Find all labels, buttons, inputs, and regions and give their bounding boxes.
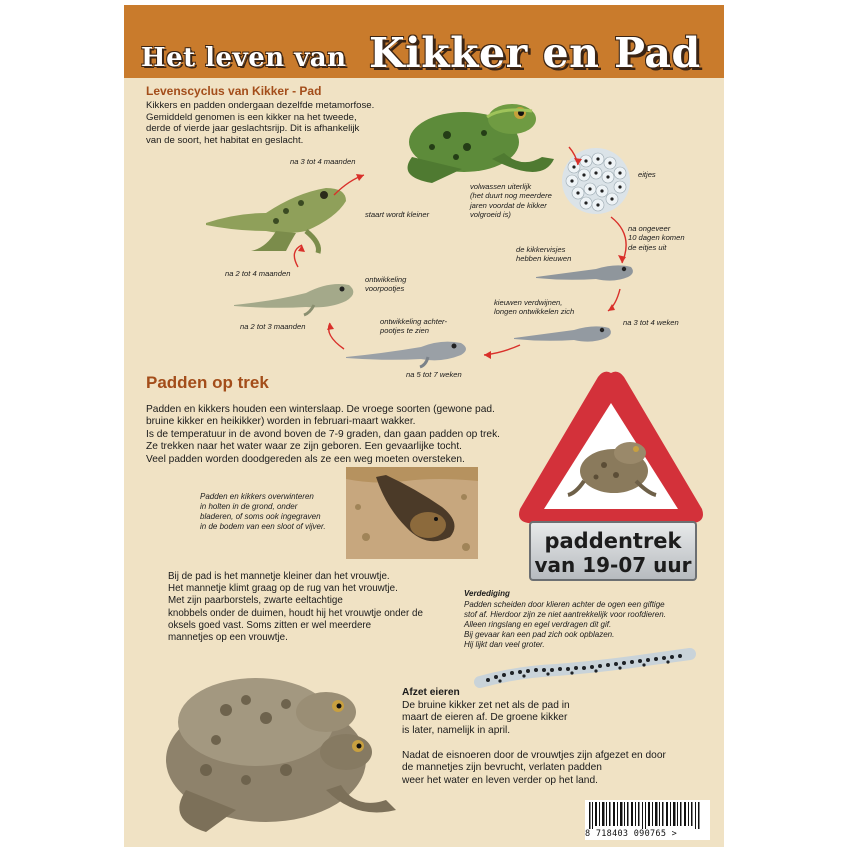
label-front-legs: ontwikkeling voorpootjes bbox=[365, 275, 407, 294]
migration-title: Padden op trek bbox=[146, 373, 269, 392]
label-gills: de kikkervisjes hebben kieuwen bbox=[516, 245, 572, 264]
egg-string-illustration bbox=[476, 648, 694, 688]
label-hind-legs: ontwikkeling achter- pootjes te zien bbox=[380, 317, 447, 336]
lifecycle-arrows bbox=[124, 5, 724, 405]
hibernating-toad-illustration bbox=[346, 467, 478, 559]
title-big: Kikker en Pad bbox=[369, 29, 701, 77]
label-tail-smaller: staart wordt kleiner bbox=[365, 210, 430, 219]
sign-line2: van 19-07 uur bbox=[534, 553, 692, 577]
label-ten-days: na ongeveer 10 dagen komen de eitjes uit bbox=[628, 224, 685, 252]
migration-text: Padden en kikkers houden een winterslaap. De vroege soorten (gewone pad. bruine kikker en heikikker) worden in februari-maart wakker. Is de temperatuur in de avond boven de 7-9 graden, dan gaan padden op trek. Ze trekken naar het water waar ze zijn geboren. Een gevaarlijke tocht. Veel padden worden doodgereden als ze een weg moeten oversteken. bbox=[146, 404, 500, 465]
label-three-four-months: na 3 tot 4 maanden bbox=[290, 157, 356, 166]
mating-toads-illustration bbox=[146, 660, 416, 840]
eggs-laying-title: Afzet eieren bbox=[402, 687, 460, 698]
label-lungs: kieuwen verdwijnen, longen ontwikkelen zich bbox=[494, 298, 575, 317]
lifecycle-intro: Kikkers en padden ondergaan dezelfde metamorfose. Gemiddeld genomen is een kikker na het tweede, derde of vierde jaar geslachtsrijp. Dit is afhankelijk van de soort, het habitat en geslacht. bbox=[146, 100, 375, 146]
poster bbox=[124, 5, 724, 847]
label-two-three-months: na 2 tot 3 maanden bbox=[240, 322, 306, 331]
barcode-number: 8 718403 090765 > bbox=[585, 829, 678, 839]
barcode bbox=[585, 800, 710, 840]
toad-crossing-warning-sign bbox=[516, 369, 706, 529]
label-eggs: eitjes bbox=[638, 170, 656, 179]
eggs-laying-text: De bruine kikker zet net als de pad in maart de eieren af. De groene kikker is later, namelijk in april. bbox=[402, 700, 570, 736]
defense-text: Padden scheiden door klieren achter de ogen een giftige stof af. Hierdoor zijn ze niet aantrekkelijk voor roofdieren. Alleen ringslang en egel verdragen dit gif. Bij gevaar kan een pad zich ook opblazen. Hij lijkt dan veel groter. bbox=[464, 600, 666, 649]
toad-crossing-time-plate bbox=[529, 521, 697, 581]
sign-line1: paddentrek bbox=[544, 529, 682, 553]
label-three-four-weeks: na 3 tot 4 weken bbox=[623, 318, 679, 327]
hibernation-caption: Padden en kikkers overwinteren in holten in de grond, onder bladeren, of soms ook ingegraven in de bodem van een sloot of vijver. bbox=[200, 492, 326, 531]
lifecycle-title: Levenscyclus van Kikker - Pad bbox=[146, 84, 322, 98]
eggs-laying-text2: Nadat de eisnoeren door de vrouwtjes zijn afgezet en door de mannetjes zijn bevrucht, verlaten padden weer het water en leven verder op het land. bbox=[402, 750, 666, 786]
defense-title: Verdediging bbox=[464, 589, 510, 598]
label-adult: volwassen uiterlijk (het duurt nog meerdere jaren voordat de kikker volgroeid is) bbox=[470, 182, 552, 220]
label-five-seven-weeks: na 5 tot 7 weken bbox=[406, 370, 462, 379]
label-two-four-months: na 2 tot 4 maanden bbox=[225, 269, 291, 278]
barcode-bars bbox=[585, 800, 710, 830]
mating-text: Bij de pad is het mannetje kleiner dan het vrouwtje. Het mannetje klimt graag op de rug van het vrouwtje. Met zijn paarborstels, zwarte eeltachtige knobbels onder de duimen, houdt hij het vrouwtje onder de oksels goed vast. Soms zitten er wel meerdere mannetjes op een vrouwtje. bbox=[168, 571, 423, 644]
title-small: Het leven van bbox=[141, 43, 347, 73]
